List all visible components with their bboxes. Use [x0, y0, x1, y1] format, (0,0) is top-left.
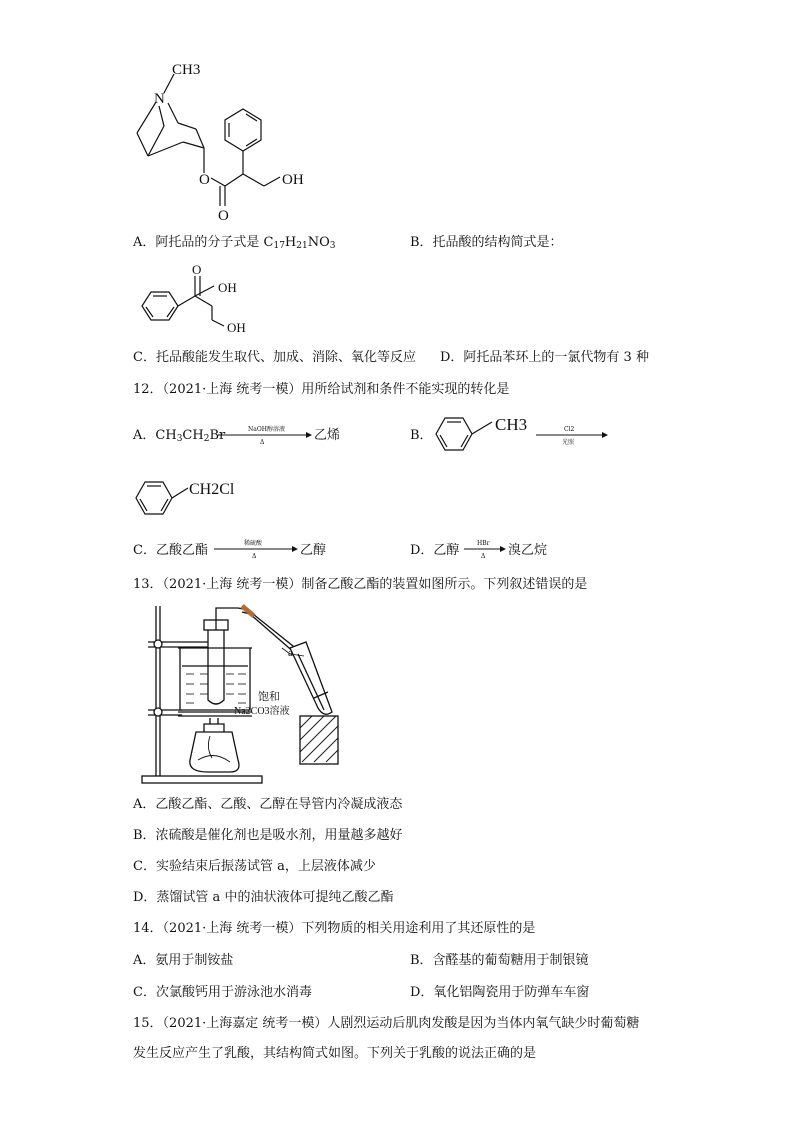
q12-b-arrow	[534, 424, 608, 446]
formula-part: A．CH	[133, 428, 177, 443]
q14-option-d: D．氧化铝陶瓷用于防弹车车窗	[410, 985, 590, 1000]
q12-a-product: 乙烯	[314, 428, 341, 443]
sub: 3	[329, 241, 336, 251]
q12-a-cond-bottom: Δ	[260, 439, 265, 446]
q12-d-cond-bottom: Δ	[481, 553, 486, 560]
q13-label-solution: Na2CO3溶液	[234, 706, 290, 717]
q11-option-a	[133, 235, 336, 251]
q11-option-c: C．托品酸能发生取代、加成、消除、氧化等反应	[133, 350, 416, 365]
q14-option-c: C．次氯酸钙用于游泳池水消毒	[133, 985, 312, 1000]
q12-d-arrow	[462, 538, 506, 560]
q12-option-b-prefix: B．	[410, 428, 433, 443]
tropic-acid-structure	[128, 262, 258, 342]
q12-option-d: D．乙醇	[410, 543, 460, 558]
q12-c-arrow	[212, 538, 298, 560]
q13-option-d: D．蒸馏试管 a 中的油状液体可提纯乙酸乙酯	[133, 890, 394, 905]
formula-part: NO	[307, 235, 330, 250]
q13-option-b: B．浓硫酸是催化剂也是吸水剂，用量越多越好	[133, 828, 403, 843]
atropine-n-label: N	[154, 91, 165, 107]
atropine-methyl-label: CH3	[172, 62, 201, 78]
q12-d-product: 溴乙烷	[508, 543, 548, 558]
q12-c-cond-top: 稀硫酸	[244, 540, 263, 547]
q12-a-cond-top: NaOH醇溶液	[248, 426, 285, 433]
q14-option-a: A．氨用于制铵盐	[133, 953, 234, 968]
q12-b-cond-top: Cl2	[564, 426, 575, 433]
formula-part: Br	[209, 428, 226, 443]
formula-part: CH	[182, 428, 204, 443]
formula-part: H	[284, 235, 297, 250]
q11-option-d: D．阿托品苯环上的一氯代物有 3 种	[440, 350, 649, 365]
sub: 21	[296, 241, 308, 251]
tropic-carbonyl-o-label: O	[192, 262, 202, 277]
q12-option-a	[133, 428, 225, 444]
q12-b-benzyl-chloride	[128, 472, 248, 522]
q12-b-cond-bottom: 光照	[562, 439, 575, 446]
q12-c-cond-bottom: Δ	[252, 553, 257, 560]
q12-b-product: CH2Cl	[189, 481, 235, 498]
q14-option-b: B．含醛基的葡萄糖用于制银镜	[410, 953, 589, 968]
q12-a-arrow	[216, 424, 312, 446]
atropine-carbonyl-o-label: O	[218, 208, 229, 224]
sub: 17	[273, 241, 285, 251]
q13-label-saturated: 饱和	[258, 691, 280, 703]
sub: 3	[176, 434, 183, 444]
tropic-cooh-oh-label: OH	[218, 280, 237, 295]
q12-d-cond-top: HBr	[477, 540, 490, 547]
q13-apparatus-diagram	[138, 600, 368, 786]
q12-b-methyl: CH3	[495, 415, 528, 434]
q11-option-a-text: A．阿托品的分子式是 C	[133, 235, 274, 250]
atropine-oh-label: OH	[282, 172, 304, 188]
q12-b-toluene	[430, 410, 540, 460]
sub: 2	[203, 434, 210, 444]
q12-option-c: C．乙酸乙酯	[133, 543, 208, 558]
tropic-ch2oh-label: OH	[227, 320, 246, 335]
q12-c-product: 乙醇	[300, 543, 327, 558]
q13-label-a: a	[288, 647, 293, 659]
q12-stem: 12．（2021·上海 统考一模）用所给试剂和条件不能实现的转化是	[133, 382, 510, 397]
atropine-ester-o-label: O	[199, 172, 210, 188]
q15-stem-line-1: 15．（2021·上海嘉定 统考一模）人剧烈运动后肌肉发酸是因为当体内氧气缺少时葡萄糖	[133, 1016, 640, 1031]
q15-stem-line-2: 发生反应产生了乳酸，其结构简式如图。下列关于乳酸的说法正确的是	[133, 1046, 537, 1061]
atropine-structure	[128, 58, 318, 224]
q13-option-c: C．实验结束后振荡试管 a，上层液体减少	[133, 859, 376, 874]
q13-option-a: A．乙酸乙酯、乙酸、乙醇在导管内冷凝成液态	[133, 797, 403, 812]
q11-option-b: B．托品酸的结构简式是：	[410, 235, 563, 250]
q13-stem: 13．（2021·上海 统考一模）制备乙酸乙酯的装置如图所示。下列叙述错误的是	[133, 577, 588, 592]
q14-stem: 14．（2021·上海 统考一模）下列物质的相关用途利用了其还原性的是	[133, 921, 536, 936]
